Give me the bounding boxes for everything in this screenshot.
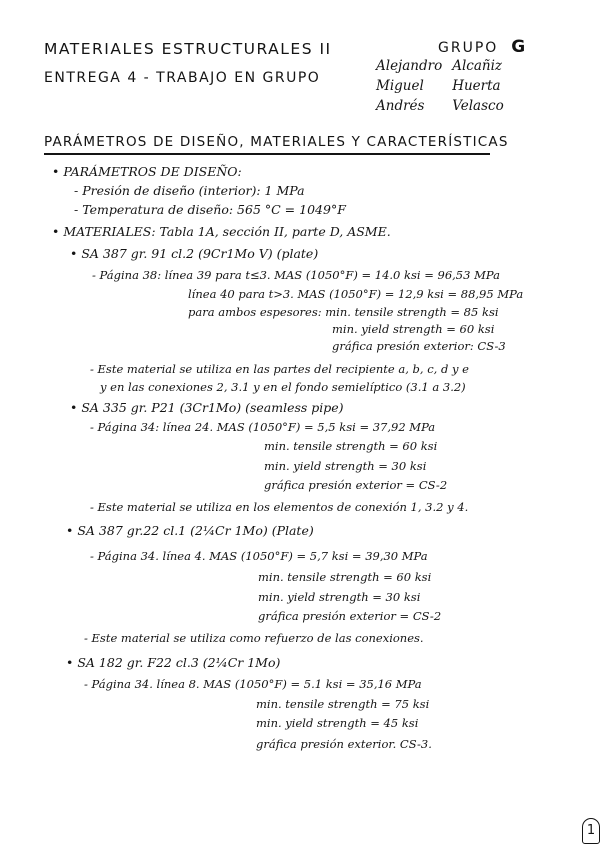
bullet: • bbox=[52, 164, 60, 179]
material-3-use: - Este material se utiliza como refuerzo de las conexiones. bbox=[84, 631, 424, 645]
bullet: • bbox=[66, 523, 74, 538]
group-label-text: GRUPO bbox=[438, 40, 499, 56]
material-1-line-1: - Página 38: línea 39 para t≤3. MAS (1050°F) = 14.0 ksi = 96,53 MPa bbox=[92, 268, 500, 282]
member-row bbox=[376, 96, 514, 116]
assignment-title: ENTREGA 4 - TRABAJO EN GRUPO bbox=[44, 70, 321, 86]
group-members bbox=[376, 56, 514, 116]
materials-heading bbox=[52, 224, 391, 239]
bullet: • bbox=[66, 655, 74, 670]
material-4-line-3: min. yield strength = 45 ksi bbox=[256, 716, 419, 730]
material-3-name bbox=[66, 523, 314, 538]
design-params-heading-text: PARÁMETROS DE DISEÑO: bbox=[63, 164, 242, 179]
material-4-line-1: - Página 34. línea 8. MAS (1050°F) = 5.1 ksi = 35,16 MPa bbox=[84, 677, 422, 691]
member-last: Velasco bbox=[452, 98, 504, 114]
materials-heading-text: MATERIALES: Tabla 1A, sección II, parte D, ASME. bbox=[63, 224, 391, 239]
material-2-name-text: SA 335 gr. P21 (3Cr1Mo) (seamless pipe) bbox=[81, 400, 344, 415]
material-3-line-4: gráfica presión exterior = CS-2 bbox=[258, 609, 442, 623]
bullet: • bbox=[70, 400, 78, 415]
section-title: PARÁMETROS DE DISEÑO, MATERIALES Y CARACTERÍSTICAS bbox=[44, 134, 509, 150]
section-title-underline bbox=[44, 153, 490, 155]
material-4-name-text: SA 182 gr. F22 cl.3 (2¼Cr 1Mo) bbox=[77, 655, 281, 670]
material-2-line-1: - Página 34: línea 24. MAS (1050°F) = 5,5 ksi = 37,92 MPa bbox=[90, 420, 436, 434]
member-row bbox=[376, 56, 514, 76]
design-pressure: - Presión de diseño (interior): 1 MPa bbox=[74, 183, 305, 198]
member-last: Alcañiz bbox=[452, 58, 503, 74]
member-first: Alejandro bbox=[376, 58, 443, 74]
material-1-line-4: min. yield strength = 60 ksi bbox=[332, 322, 495, 336]
bullet: • bbox=[70, 246, 78, 261]
material-1-use-2: y en las conexiones 2, 3.1 y en el fondo semielíptico (3.1 a 3.2) bbox=[100, 380, 466, 394]
material-1-use-1: - Este material se utiliza en las partes del recipiente a, b, c, d y e bbox=[90, 362, 469, 376]
course-title: MATERIALES ESTRUCTURALES II bbox=[44, 40, 332, 58]
material-2-use: - Este material se utiliza en los elementos de conexión 1, 3.2 y 4. bbox=[90, 500, 469, 514]
design-params-heading bbox=[52, 164, 242, 179]
member-first: Andrés bbox=[376, 98, 425, 114]
design-temperature: - Temperatura de diseño: 565 °C = 1049°F bbox=[74, 202, 346, 217]
material-2-name bbox=[70, 400, 344, 415]
page-number: 1 bbox=[582, 818, 600, 844]
material-3-name-text: SA 387 gr.22 cl.1 (2¼Cr 1Mo) (Plate) bbox=[77, 523, 314, 538]
material-3-line-3: min. yield strength = 30 ksi bbox=[258, 590, 421, 604]
material-3-line-2: min. tensile strength = 60 ksi bbox=[258, 570, 432, 584]
group-label bbox=[438, 37, 527, 57]
material-1-line-5: gráfica presión exterior: CS-3 bbox=[332, 339, 506, 353]
member-first: Miguel bbox=[376, 78, 424, 94]
material-2-line-3: min. yield strength = 30 ksi bbox=[264, 459, 427, 473]
material-2-line-2: min. tensile strength = 60 ksi bbox=[264, 439, 438, 453]
material-1-name bbox=[70, 246, 318, 261]
group-letter: G bbox=[511, 37, 528, 57]
material-4-line-2: min. tensile strength = 75 ksi bbox=[256, 697, 430, 711]
material-1-line-2: línea 40 para t>3. MAS (1050°F) = 12,9 ksi = 88,95 MPa bbox=[188, 287, 524, 301]
material-4-name bbox=[66, 655, 280, 670]
material-4-line-4: gráfica presión exterior. CS-3. bbox=[256, 737, 432, 751]
material-2-line-4: gráfica presión exterior = CS-2 bbox=[264, 478, 448, 492]
member-last: Huerta bbox=[452, 78, 501, 94]
material-1-name-text: SA 387 gr. 91 cl.2 (9Cr1Mo V) (plate) bbox=[81, 246, 319, 261]
member-row bbox=[376, 76, 514, 96]
material-1-line-3: para ambos espesores: min. tensile strength = 85 ksi bbox=[188, 305, 499, 319]
material-3-line-1: - Página 34. línea 4. MAS (1050°F) = 5,7 ksi = 39,30 MPa bbox=[90, 549, 428, 563]
bullet: • bbox=[52, 224, 60, 239]
